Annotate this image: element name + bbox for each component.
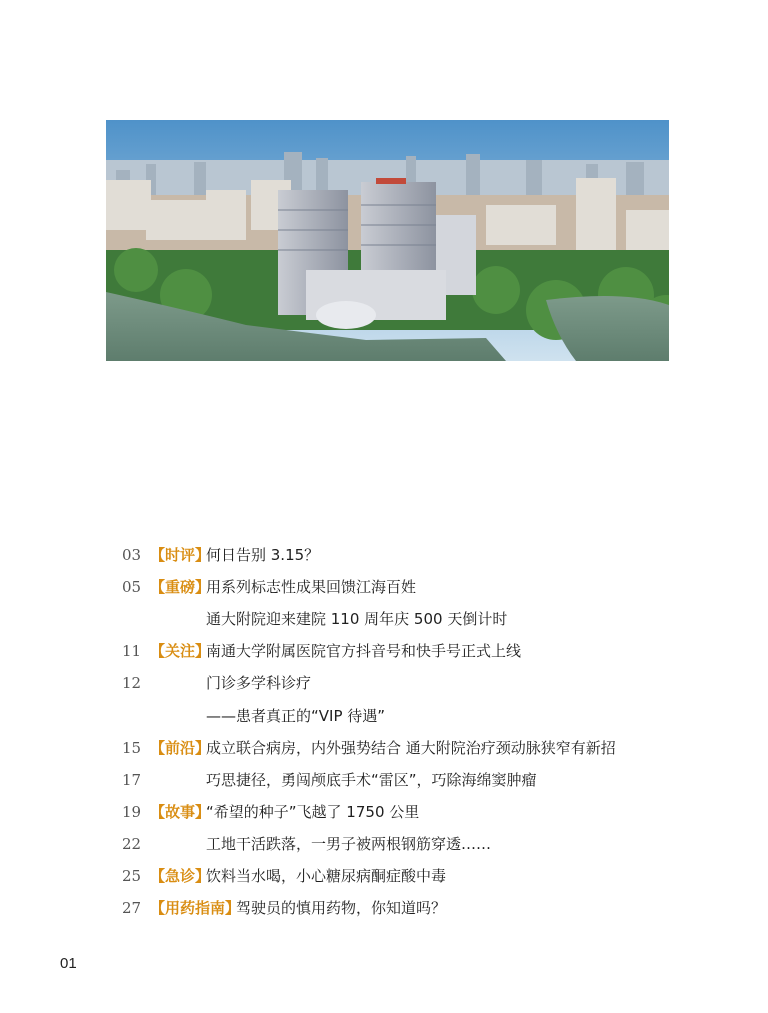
toc-page-number: 03 (122, 546, 142, 564)
toc-title: 驾驶员的慎用药物，你知道吗？ (236, 899, 447, 917)
toc-row[interactable] (0, 860, 768, 892)
toc-row[interactable] (0, 539, 768, 571)
toc-page-number: 27 (122, 899, 142, 917)
toc-category: 【关注】 (150, 642, 211, 660)
toc-row[interactable] (0, 892, 768, 924)
toc-page-number: 15 (122, 739, 142, 757)
toc-title: 饮料当水喝，小心糖尿病酮症酸中毒 (206, 867, 447, 885)
toc-title: 用系列标志性成果回馈江海百姓 (206, 578, 417, 596)
page-number: 01 (60, 955, 77, 972)
toc-category: 【急诊】 (150, 867, 211, 885)
toc-title: 通大附院迎来建院 110 周年庆 500 天倒计时 (206, 610, 508, 628)
toc-row[interactable] (0, 700, 768, 732)
toc-row[interactable] (0, 732, 768, 764)
toc-title: 工地干活跌落，一男子被两根钢筋穿透…… (206, 835, 492, 853)
toc-row[interactable] (0, 603, 768, 635)
toc-page-number: 17 (122, 771, 142, 789)
toc-page-number: 19 (122, 803, 142, 821)
toc-title: 南通大学附属医院官方抖音号和快手号正式上线 (206, 642, 522, 660)
toc-page-number: 25 (122, 867, 142, 885)
toc-title: ——患者真正的“VIP 待遇” (206, 707, 386, 725)
toc-category: 【故事】 (150, 803, 211, 821)
toc-category: 【时评】 (150, 546, 211, 564)
toc-row[interactable] (0, 764, 768, 796)
toc-page-number: 12 (122, 674, 142, 692)
toc-row[interactable] (0, 667, 768, 699)
toc-page-number: 05 (122, 578, 142, 596)
toc-row[interactable] (0, 796, 768, 828)
toc-category: 【前沿】 (150, 739, 211, 757)
toc-category: 【重磅】 (150, 578, 211, 596)
toc-page-number: 22 (122, 835, 142, 853)
toc-title: “希望的种子”飞越了 1750 公里 (206, 803, 420, 821)
toc-page-number: 11 (122, 642, 142, 660)
toc-title: 何日告别 3.15？ (206, 546, 320, 564)
toc-row[interactable] (0, 828, 768, 860)
toc-category: 【用药指南】 (150, 899, 241, 917)
toc-title: 巧思捷径，勇闯颅底手术“雷区”，巧除海绵窦肿瘤 (206, 771, 537, 789)
toc-row[interactable] (0, 571, 768, 603)
toc-title: 门诊多学科诊疗 (206, 674, 312, 692)
toc-title: 成立联合病房，内外强势结合 通大附院治疗颈动脉狭窄有新招 (206, 739, 616, 757)
toc-row[interactable] (0, 635, 768, 667)
